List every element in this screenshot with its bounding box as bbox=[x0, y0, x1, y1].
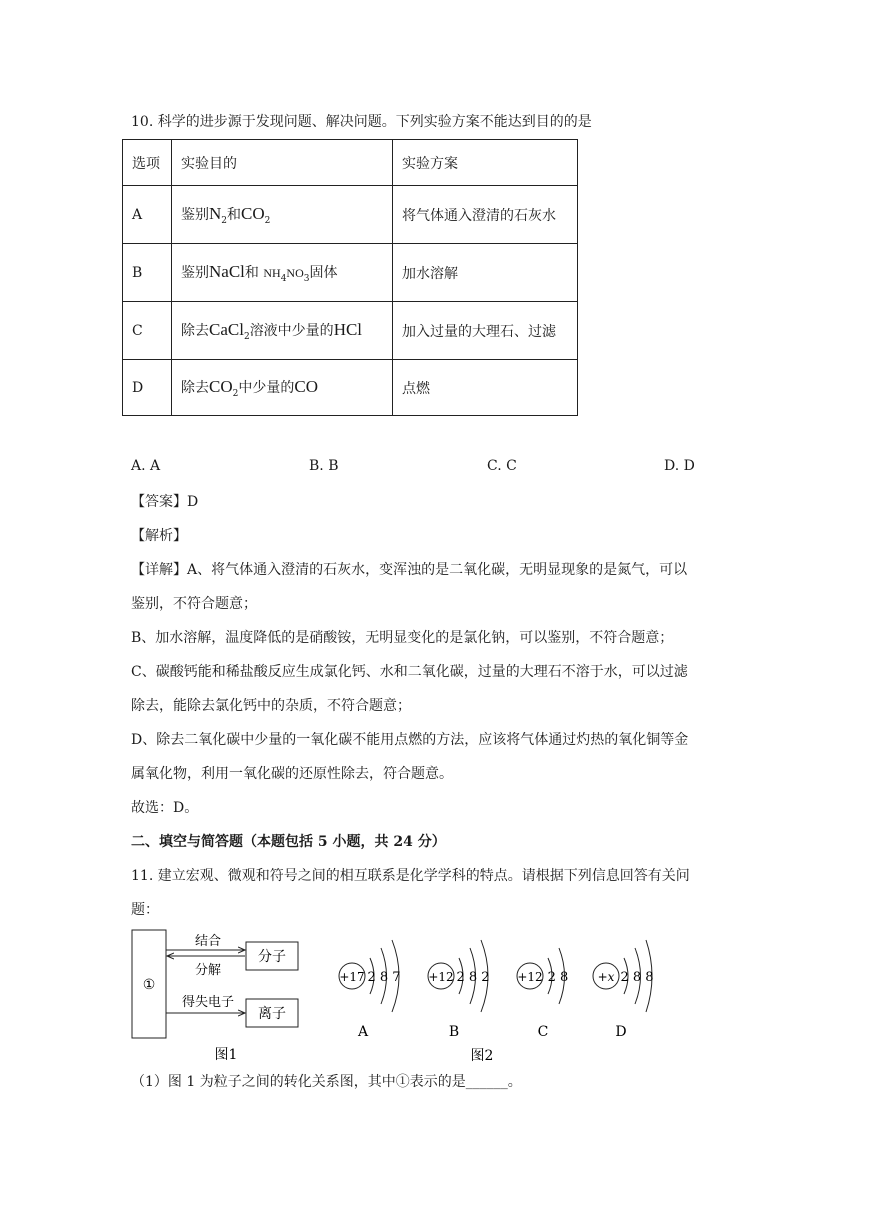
electron-shells: 2 8 bbox=[547, 970, 569, 985]
choice-a: A. A bbox=[131, 458, 161, 474]
detail-line: D、除去二氧化碳中少量的一氧化碳不能用点燃的方法，应该将气体通过灼热的氧化铜等金 bbox=[131, 732, 689, 748]
ion-label: 离子 bbox=[258, 1006, 286, 1022]
figure-1-diagram bbox=[128, 926, 348, 1070]
figure-1-caption: 图1 bbox=[214, 1047, 238, 1063]
electron-shells: 2 8 8 bbox=[620, 970, 654, 985]
detail-line: 【详解】A、将气体通入澄清的石灰水，变浑浊的是二氧化碳，无明显现象的是氮气，可以 bbox=[131, 562, 688, 578]
choice-c: C. C bbox=[487, 458, 517, 474]
answer-line: 【答案】D bbox=[131, 494, 199, 510]
table-row bbox=[123, 360, 578, 416]
row-purpose: 鉴别$N_2$和$CO_2$ bbox=[172, 186, 393, 244]
detail-line: 属氧化物，利用一氧化碳的还原性除去，符合题意。 bbox=[131, 766, 453, 782]
electron-shells: 2 8 2 bbox=[456, 970, 490, 985]
header-plan: 实验方案 bbox=[393, 140, 578, 186]
atom-label: B bbox=[448, 1024, 460, 1040]
atom-structure-c bbox=[517, 948, 568, 1040]
question-11-stem: 11. 建立宏观、微观和符号之间的相互联系是化学学科的特点。请根据下列信息回答有关问 bbox=[131, 868, 690, 884]
atom-structure-b bbox=[428, 940, 490, 1040]
row-purpose: 鉴别NaCl和 $NH_4NO_3$固体 bbox=[172, 244, 393, 302]
electron-shells: 2 8 7 bbox=[367, 970, 401, 985]
question-10-stem: 10. 科学的进步源于发现问题、解决问题。下列实验方案不能达到目的的是 bbox=[131, 114, 592, 130]
detail-line: C、碳酸钙能和稀盐酸反应生成氯化钙、水和二氧化碳，过量的大理石不溶于水，可以过滤 bbox=[131, 664, 688, 680]
table-row bbox=[123, 244, 578, 302]
row-plan: 加水溶解 bbox=[393, 244, 578, 302]
atom-label: A bbox=[357, 1024, 369, 1040]
choice-b: B. B bbox=[309, 458, 339, 474]
figure-2-diagram bbox=[330, 936, 660, 1066]
nucleus-label: +x bbox=[597, 970, 615, 984]
detail-line: 除去，能除去氯化钙中的杂质，不符合题意； bbox=[131, 698, 411, 714]
nucleus-label: +12 bbox=[517, 970, 543, 984]
row-purpose: 除去CaCl$_2$溶液中少量的HCl bbox=[172, 302, 393, 360]
molecule-label: 分子 bbox=[258, 949, 286, 965]
atom-label: D bbox=[615, 1024, 627, 1040]
nucleus-label: +12 bbox=[428, 970, 454, 984]
section-heading: 二、填空与简答题（本题包括 5 小题，共 24 分） bbox=[131, 834, 446, 850]
table-row bbox=[123, 302, 578, 360]
atom-label: C bbox=[537, 1024, 549, 1040]
circled-one-label: ① bbox=[142, 977, 156, 993]
header-option: 选项 bbox=[123, 140, 172, 186]
choice-d: D. D bbox=[664, 458, 695, 474]
table-header-row bbox=[123, 140, 578, 186]
atom-structure-a bbox=[339, 940, 401, 1040]
atom-structure-d bbox=[593, 940, 654, 1040]
analysis-label: 【解析】 bbox=[131, 528, 187, 544]
row-plan: 加入过量的大理石、过滤 bbox=[393, 302, 578, 360]
figure-2-caption: 图2 bbox=[470, 1048, 494, 1064]
gain-lose-electron-label: 得失电子 bbox=[181, 995, 235, 1010]
experiment-table bbox=[122, 139, 578, 416]
detail-line: B、加水溶解，温度降低的是硝酸铵，无明显变化的是氯化钠，可以鉴别，不符合题意； bbox=[131, 630, 674, 646]
row-option: C bbox=[123, 302, 172, 360]
question-11-stem-cont: 题： bbox=[131, 902, 159, 918]
detail-line: 鉴别，不符合题意； bbox=[131, 596, 257, 612]
row-option: B bbox=[123, 244, 172, 302]
combine-label: 结合 bbox=[194, 934, 222, 949]
detail-line: 故选：D。 bbox=[131, 800, 199, 816]
sub-question-1: （1）图 1 为粒子之间的转化关系图，其中①表示的是______。 bbox=[131, 1074, 522, 1090]
nucleus-label: +17 bbox=[339, 970, 365, 984]
row-option: A bbox=[123, 186, 172, 244]
row-plan: 将气体通入澄清的石灰水 bbox=[393, 186, 578, 244]
decompose-label: 分解 bbox=[194, 963, 222, 978]
header-purpose: 实验目的 bbox=[172, 140, 393, 186]
table-row bbox=[123, 186, 578, 244]
row-plan: 点燃 bbox=[393, 360, 578, 416]
row-purpose: 除去$CO_2$中少量的CO bbox=[172, 360, 393, 416]
row-option: D bbox=[123, 360, 172, 416]
